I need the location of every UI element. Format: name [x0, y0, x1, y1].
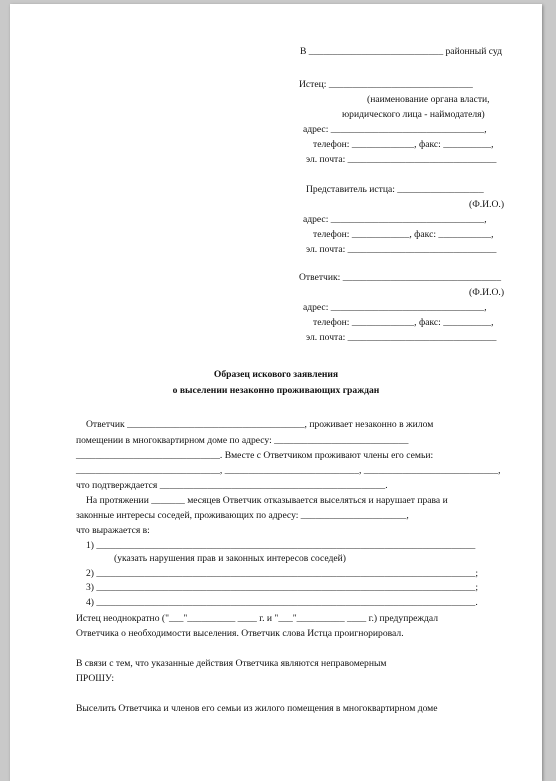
list-item-1-note: (указать нарушения прав и законных интересов соседей): [114, 553, 346, 564]
representative-phone: телефон: ____________, факс: ___________,: [313, 229, 494, 240]
body-line-2: помещении в многоквартирном доме по адресу: ____________________________: [76, 435, 409, 446]
body-line-8: что выражается в:: [76, 525, 150, 536]
list-item-2: 2) _______________________________________________________________________________;: [86, 568, 479, 579]
representative-email: эл. почта: _______________________________: [306, 244, 497, 255]
representative-address: адрес: ________________________________,: [303, 214, 487, 225]
body-line-7: законные интересы соседей, проживающих по адресу: ______________________,: [76, 510, 409, 521]
defendant-email: эл. почта: _______________________________: [306, 332, 497, 343]
court-line: В ____________________________ районный суд: [300, 46, 502, 57]
plaintiff-email: эл. почта: _______________________________: [306, 154, 497, 165]
representative-line: Представитель истца: __________________: [306, 184, 484, 195]
document-page: [10, 4, 542, 781]
document-title-line1: Образец искового заявления: [213, 369, 339, 380]
defendant-address: адрес: ________________________________,: [303, 302, 487, 313]
body-line-9: Истец неоднократно ("___"__________ ____ г. и "___"__________ ____ г.) предупреждал: [76, 613, 439, 624]
body-line-6: На протяжении _______ месяцев Ответчик отказывается выселяться и нарушает права и: [86, 495, 448, 506]
list-item-4: 4) _______________________________________________________________________________.: [86, 597, 478, 608]
list-item-1: 1) _______________________________________________________________________________: [86, 540, 476, 551]
list-item-3: 3) _______________________________________________________________________________;: [86, 582, 479, 593]
defendant-fio: (Ф.И.О.): [469, 287, 505, 298]
body-line-11: В связи с тем, что указанные действия Ответчика являются неправомерным: [76, 658, 387, 669]
body-line-12: ПРОШУ:: [76, 673, 115, 684]
document-title-line2: о выселении незаконно проживающих граждан: [172, 385, 380, 396]
defendant-line: Ответчик: _________________________________: [299, 272, 502, 283]
body-line-3: ______________________________. Вместе с Ответчиком проживают члены его семьи:: [76, 450, 434, 461]
representative-fio: (Ф.И.О.): [469, 199, 505, 210]
plaintiff-address: адрес: ________________________________,: [303, 124, 487, 135]
plaintiff-note-1: (наименование органа власти,: [367, 94, 490, 105]
body-line-10: Ответчика о необходимости выселения. Ответчик слова Истца проигнорировал.: [76, 628, 404, 639]
plaintiff-note-2: юридического лица - наймодателя): [342, 109, 485, 120]
body-line-5: что подтверждается _______________________________________________.: [76, 480, 388, 491]
defendant-phone: телефон: _____________, факс: __________,: [313, 317, 494, 328]
body-line-1: Ответчик _____________________________________, проживает незаконно в жилом: [86, 419, 434, 430]
plaintiff-line: Истец: ______________________________: [299, 79, 473, 90]
body-line-4: ______________________________, ____________________________, ____________________________,: [76, 465, 501, 476]
plaintiff-phone: телефон: _____________, факс: __________,: [313, 139, 494, 150]
body-line-13: Выселить Ответчика и членов его семьи из жилого помещения в многоквартирном доме: [76, 703, 438, 714]
